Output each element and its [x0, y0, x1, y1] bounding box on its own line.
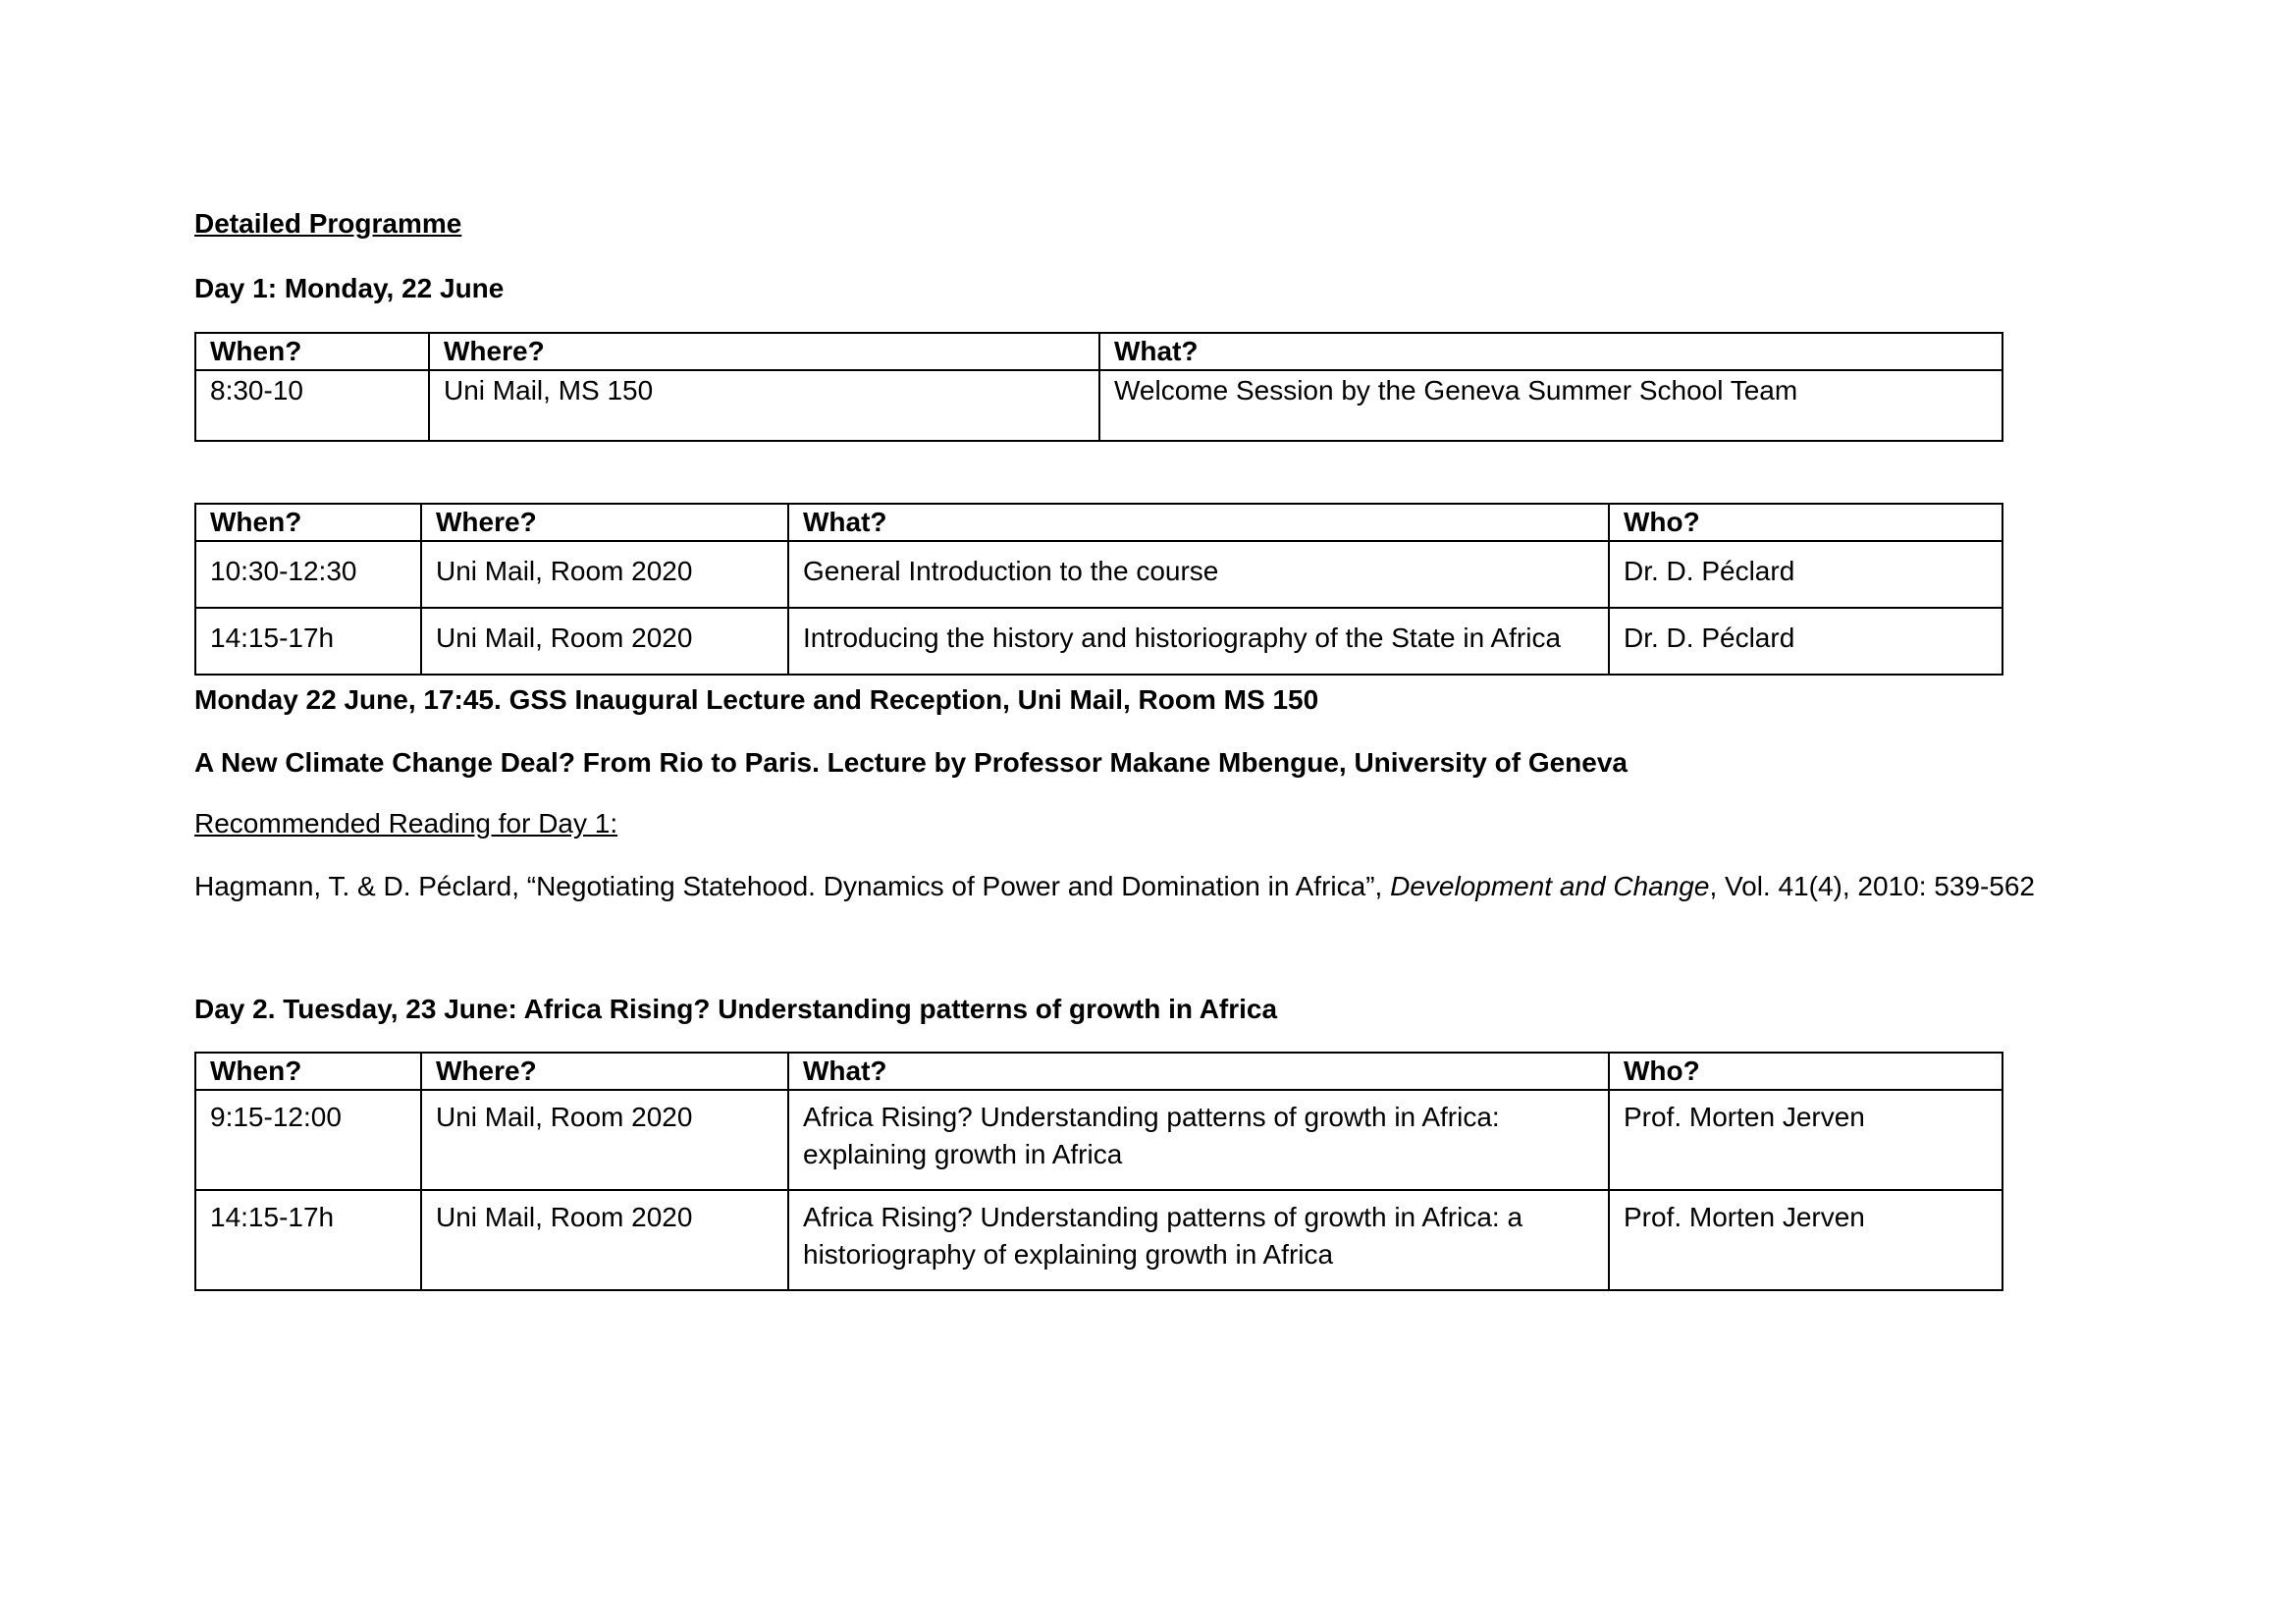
- cell-who: Dr. D. Péclard: [1609, 608, 2002, 675]
- table-row: [195, 1190, 2002, 1290]
- cell-where: Uni Mail, MS 150: [429, 370, 1099, 441]
- header-when: When?: [195, 504, 421, 541]
- cell-when: 14:15-17h: [195, 608, 421, 675]
- inaugural-lecture-line: Monday 22 June, 17:45. GSS Inaugural Lecture and Reception, Uni Mail, Room MS 150: [194, 684, 1319, 715]
- header-what: What?: [788, 504, 1609, 541]
- cell-where: Uni Mail, Room 2020: [421, 541, 788, 608]
- citation-details: , Vol. 41(4), 2010: 539-562: [1709, 871, 2036, 901]
- citation-journal: Development and Change: [1390, 871, 1710, 901]
- header-when: When?: [195, 333, 429, 370]
- table-header-row: [195, 333, 2002, 370]
- header-what: What?: [1099, 333, 2002, 370]
- day2-title: Day 2. Tuesday, 23 June: Africa Rising? Understanding patterns of growth in Africa: [194, 994, 1278, 1024]
- reading-citation: [194, 870, 2035, 903]
- cell-when: 10:30-12:30: [195, 541, 421, 608]
- day1-sessions-table: [194, 503, 2003, 676]
- cell-who: Dr. D. Péclard: [1609, 541, 2002, 608]
- table-row: [195, 370, 2002, 441]
- citation-text: Hagmann, T. & D. Péclard, “Negotiating Statehood. Dynamics of Power and Domination in Africa”,: [194, 871, 1391, 901]
- header-where: Where?: [429, 333, 1099, 370]
- table-row: [195, 541, 2002, 608]
- table-header-row: [195, 1053, 2002, 1090]
- header-where: Where?: [421, 504, 788, 541]
- cell-who: Prof. Morten Jerven: [1609, 1190, 2002, 1290]
- day1-welcome-table: [194, 332, 2003, 442]
- lecture-title: A New Climate Change Deal? From Rio to Paris. Lecture by Professor Makane Mbengue, University of Geneva: [194, 747, 1629, 778]
- cell-when: 14:15-17h: [195, 1190, 421, 1290]
- header-who: Who?: [1609, 504, 2002, 541]
- table-row: [195, 1090, 2002, 1190]
- table-row: [195, 608, 2002, 675]
- cell-where: Uni Mail, Room 2020: [421, 1190, 788, 1290]
- cell-what: General Introduction to the course: [788, 541, 1609, 608]
- cell-who: Prof. Morten Jerven: [1609, 1090, 2002, 1190]
- cell-where: Uni Mail, Room 2020: [421, 1090, 788, 1190]
- table-header-row: [195, 504, 2002, 541]
- cell-when: 9:15-12:00: [195, 1090, 421, 1190]
- day1-title: Day 1: Monday, 22 June: [194, 273, 505, 303]
- cell-what: Welcome Session by the Geneva Summer School Team: [1099, 370, 2002, 441]
- cell-what: Africa Rising? Understanding patterns of growth in Africa: explaining growth in Africa: [788, 1090, 1609, 1190]
- header-where: Where?: [421, 1053, 788, 1090]
- cell-what: Introducing the history and historiography of the State in Africa: [788, 608, 1609, 675]
- day2-sessions-table: [194, 1052, 2003, 1291]
- reading-label: Recommended Reading for Day 1:: [194, 808, 618, 839]
- cell-where: Uni Mail, Room 2020: [421, 608, 788, 675]
- cell-when: 8:30-10: [195, 370, 429, 441]
- header-who: Who?: [1609, 1053, 2002, 1090]
- cell-what: Africa Rising? Understanding patterns of growth in Africa: a historiography of explaining growth in Africa: [788, 1190, 1609, 1290]
- header-when: When?: [195, 1053, 421, 1090]
- header-what: What?: [788, 1053, 1609, 1090]
- page-title: Detailed Programme: [194, 208, 462, 239]
